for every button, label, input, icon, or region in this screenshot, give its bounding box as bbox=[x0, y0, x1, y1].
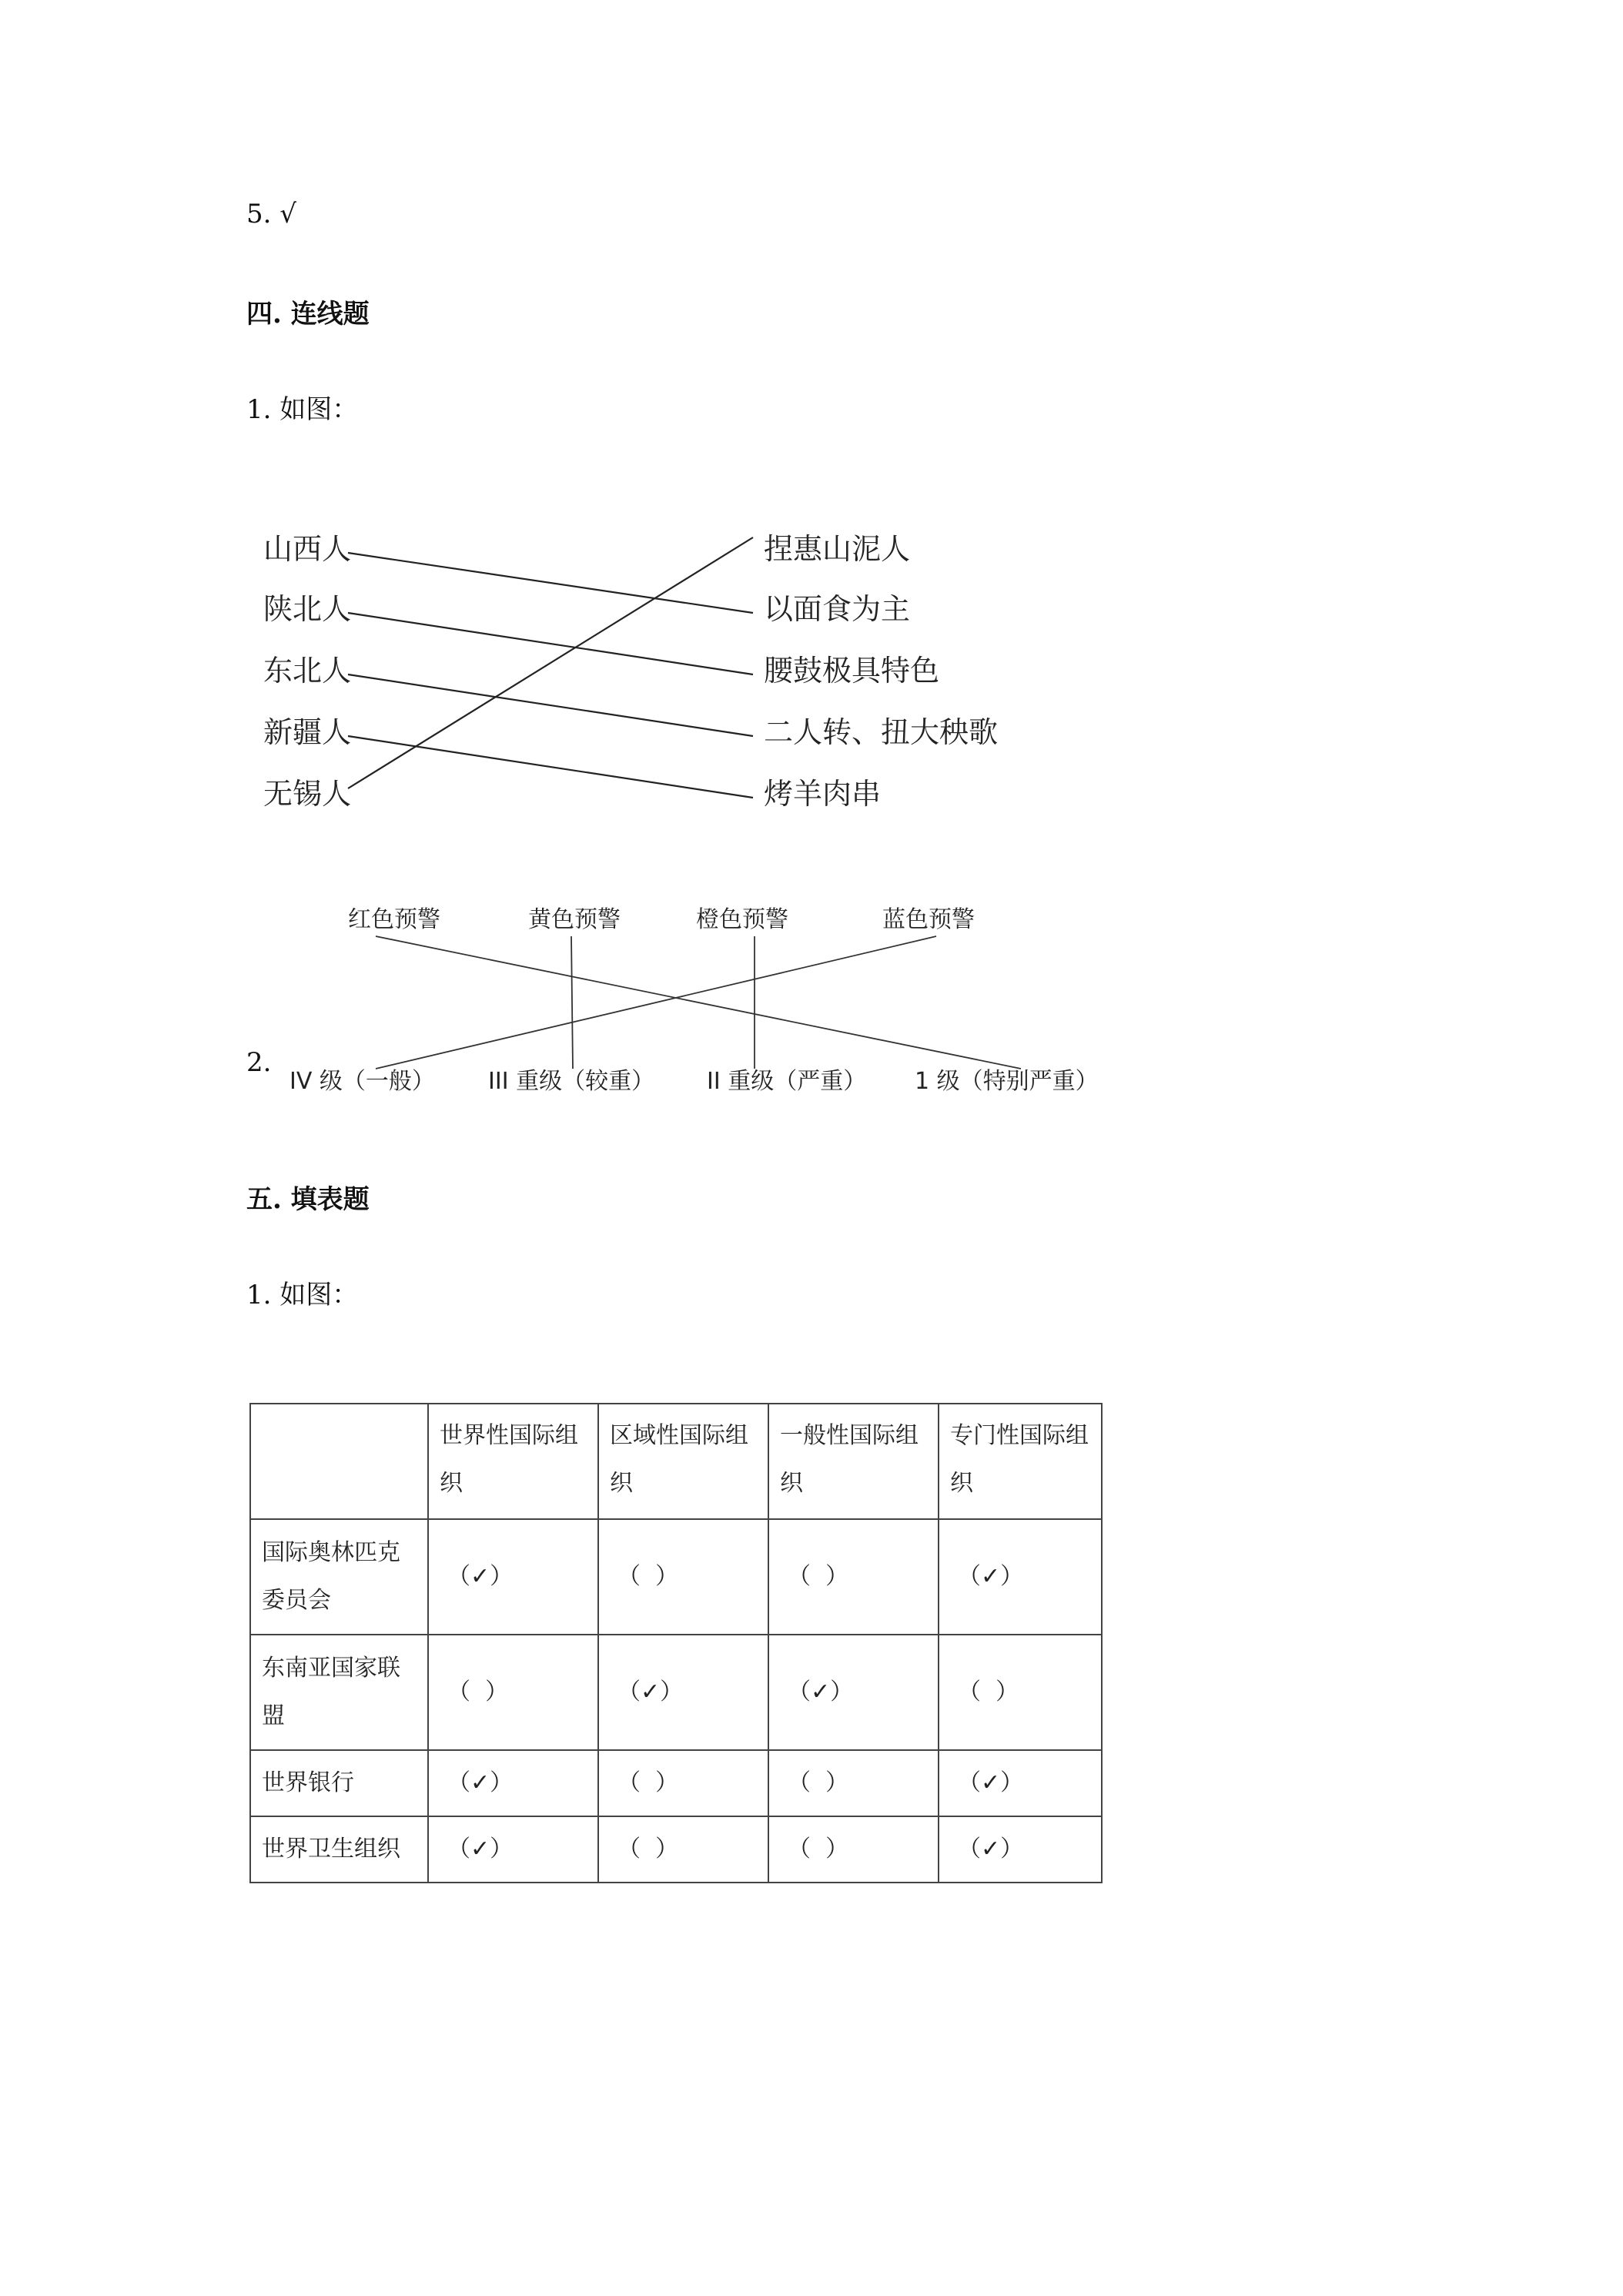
header-cell: 区域性国际组织 bbox=[598, 1404, 768, 1519]
match-line bbox=[348, 553, 753, 613]
check-cell: （✓） bbox=[958, 1563, 1024, 1590]
check-cell: （ ） bbox=[788, 1563, 849, 1590]
match-left-item: 新疆人 bbox=[263, 715, 352, 749]
check-cell: （ ） bbox=[788, 1769, 849, 1796]
check-cell: （ ） bbox=[788, 1836, 849, 1863]
match-right-item: 捏惠山泥人 bbox=[764, 532, 911, 566]
check-cell: （ ） bbox=[447, 1678, 509, 1705]
check-cell: （ ） bbox=[958, 1678, 1019, 1705]
header-cell bbox=[250, 1404, 428, 1519]
severity-level-label: II 重级（严重） bbox=[707, 1068, 867, 1095]
match-right-item: 二人转、扭大秧歌 bbox=[764, 715, 999, 749]
warning-match-line bbox=[571, 936, 573, 1069]
severity-level-label: 1 级（特别严重） bbox=[915, 1068, 1099, 1095]
warning-level-label: 红色预警 bbox=[348, 906, 440, 933]
row-name: 世界银行 bbox=[250, 1750, 428, 1816]
check-cell: （✓） bbox=[447, 1769, 514, 1796]
warning-level-label: 橙色预警 bbox=[696, 906, 788, 933]
check-cell: （ ） bbox=[617, 1836, 679, 1863]
match-right-item: 以面食为主 bbox=[764, 592, 911, 626]
table-row bbox=[250, 1635, 1102, 1750]
check-cell: （✓） bbox=[617, 1678, 684, 1705]
check-cell: （✓） bbox=[447, 1563, 514, 1590]
match-left-item: 无锡人 bbox=[263, 777, 352, 811]
check-cell: （✓） bbox=[788, 1678, 854, 1705]
severity-level-label: III 重级（较重） bbox=[488, 1068, 655, 1095]
warning-level-label: 蓝色预警 bbox=[882, 906, 975, 933]
check-cell: （ ） bbox=[617, 1563, 679, 1590]
match-line bbox=[348, 613, 753, 674]
row-name: 东南亚国家联盟 bbox=[250, 1635, 428, 1750]
section-5-title: 五. 填表题 bbox=[246, 1184, 370, 1215]
match-line bbox=[348, 537, 753, 788]
row-name: 国际奥林匹克委员会 bbox=[250, 1519, 428, 1635]
match-right-item: 烤羊肉串 bbox=[764, 777, 882, 811]
warning-level-label: 黄色预警 bbox=[528, 906, 621, 933]
match-right-item: 腰鼓极具特色 bbox=[764, 654, 940, 688]
match-line bbox=[348, 736, 753, 798]
match-left-item: 山西人 bbox=[263, 532, 352, 566]
table-header-row bbox=[250, 1404, 1102, 1519]
check-cell: （✓） bbox=[958, 1836, 1024, 1863]
table-row bbox=[250, 1816, 1102, 1883]
check-cell: （✓） bbox=[958, 1769, 1024, 1796]
row-name: 世界卫生组织 bbox=[250, 1816, 428, 1883]
section-4-title: 四. 连线题 bbox=[246, 299, 370, 330]
table-row bbox=[250, 1519, 1102, 1635]
table-row bbox=[250, 1750, 1102, 1816]
match-line bbox=[348, 674, 753, 736]
header-cell: 专门性国际组织 bbox=[939, 1404, 1102, 1519]
check-cell: （ ） bbox=[617, 1769, 679, 1796]
severity-level-label: IV 级（一般） bbox=[289, 1068, 435, 1095]
warning-match-line bbox=[376, 936, 936, 1069]
question-1-label: 1. 如图： bbox=[246, 394, 359, 425]
match-left-item: 陕北人 bbox=[263, 592, 352, 626]
header-cell: 一般性国际组织 bbox=[768, 1404, 939, 1519]
question-2-label: 2. bbox=[246, 1047, 272, 1078]
warning-match-line bbox=[376, 936, 1021, 1069]
question-3-label: 1. 如图： bbox=[246, 1280, 359, 1310]
answer-5: 5. √ bbox=[246, 199, 296, 229]
organization-table bbox=[249, 1403, 1103, 1883]
match-left-item: 东北人 bbox=[263, 654, 352, 688]
header-cell: 世界性国际组织 bbox=[428, 1404, 598, 1519]
check-cell: （✓） bbox=[447, 1836, 514, 1863]
